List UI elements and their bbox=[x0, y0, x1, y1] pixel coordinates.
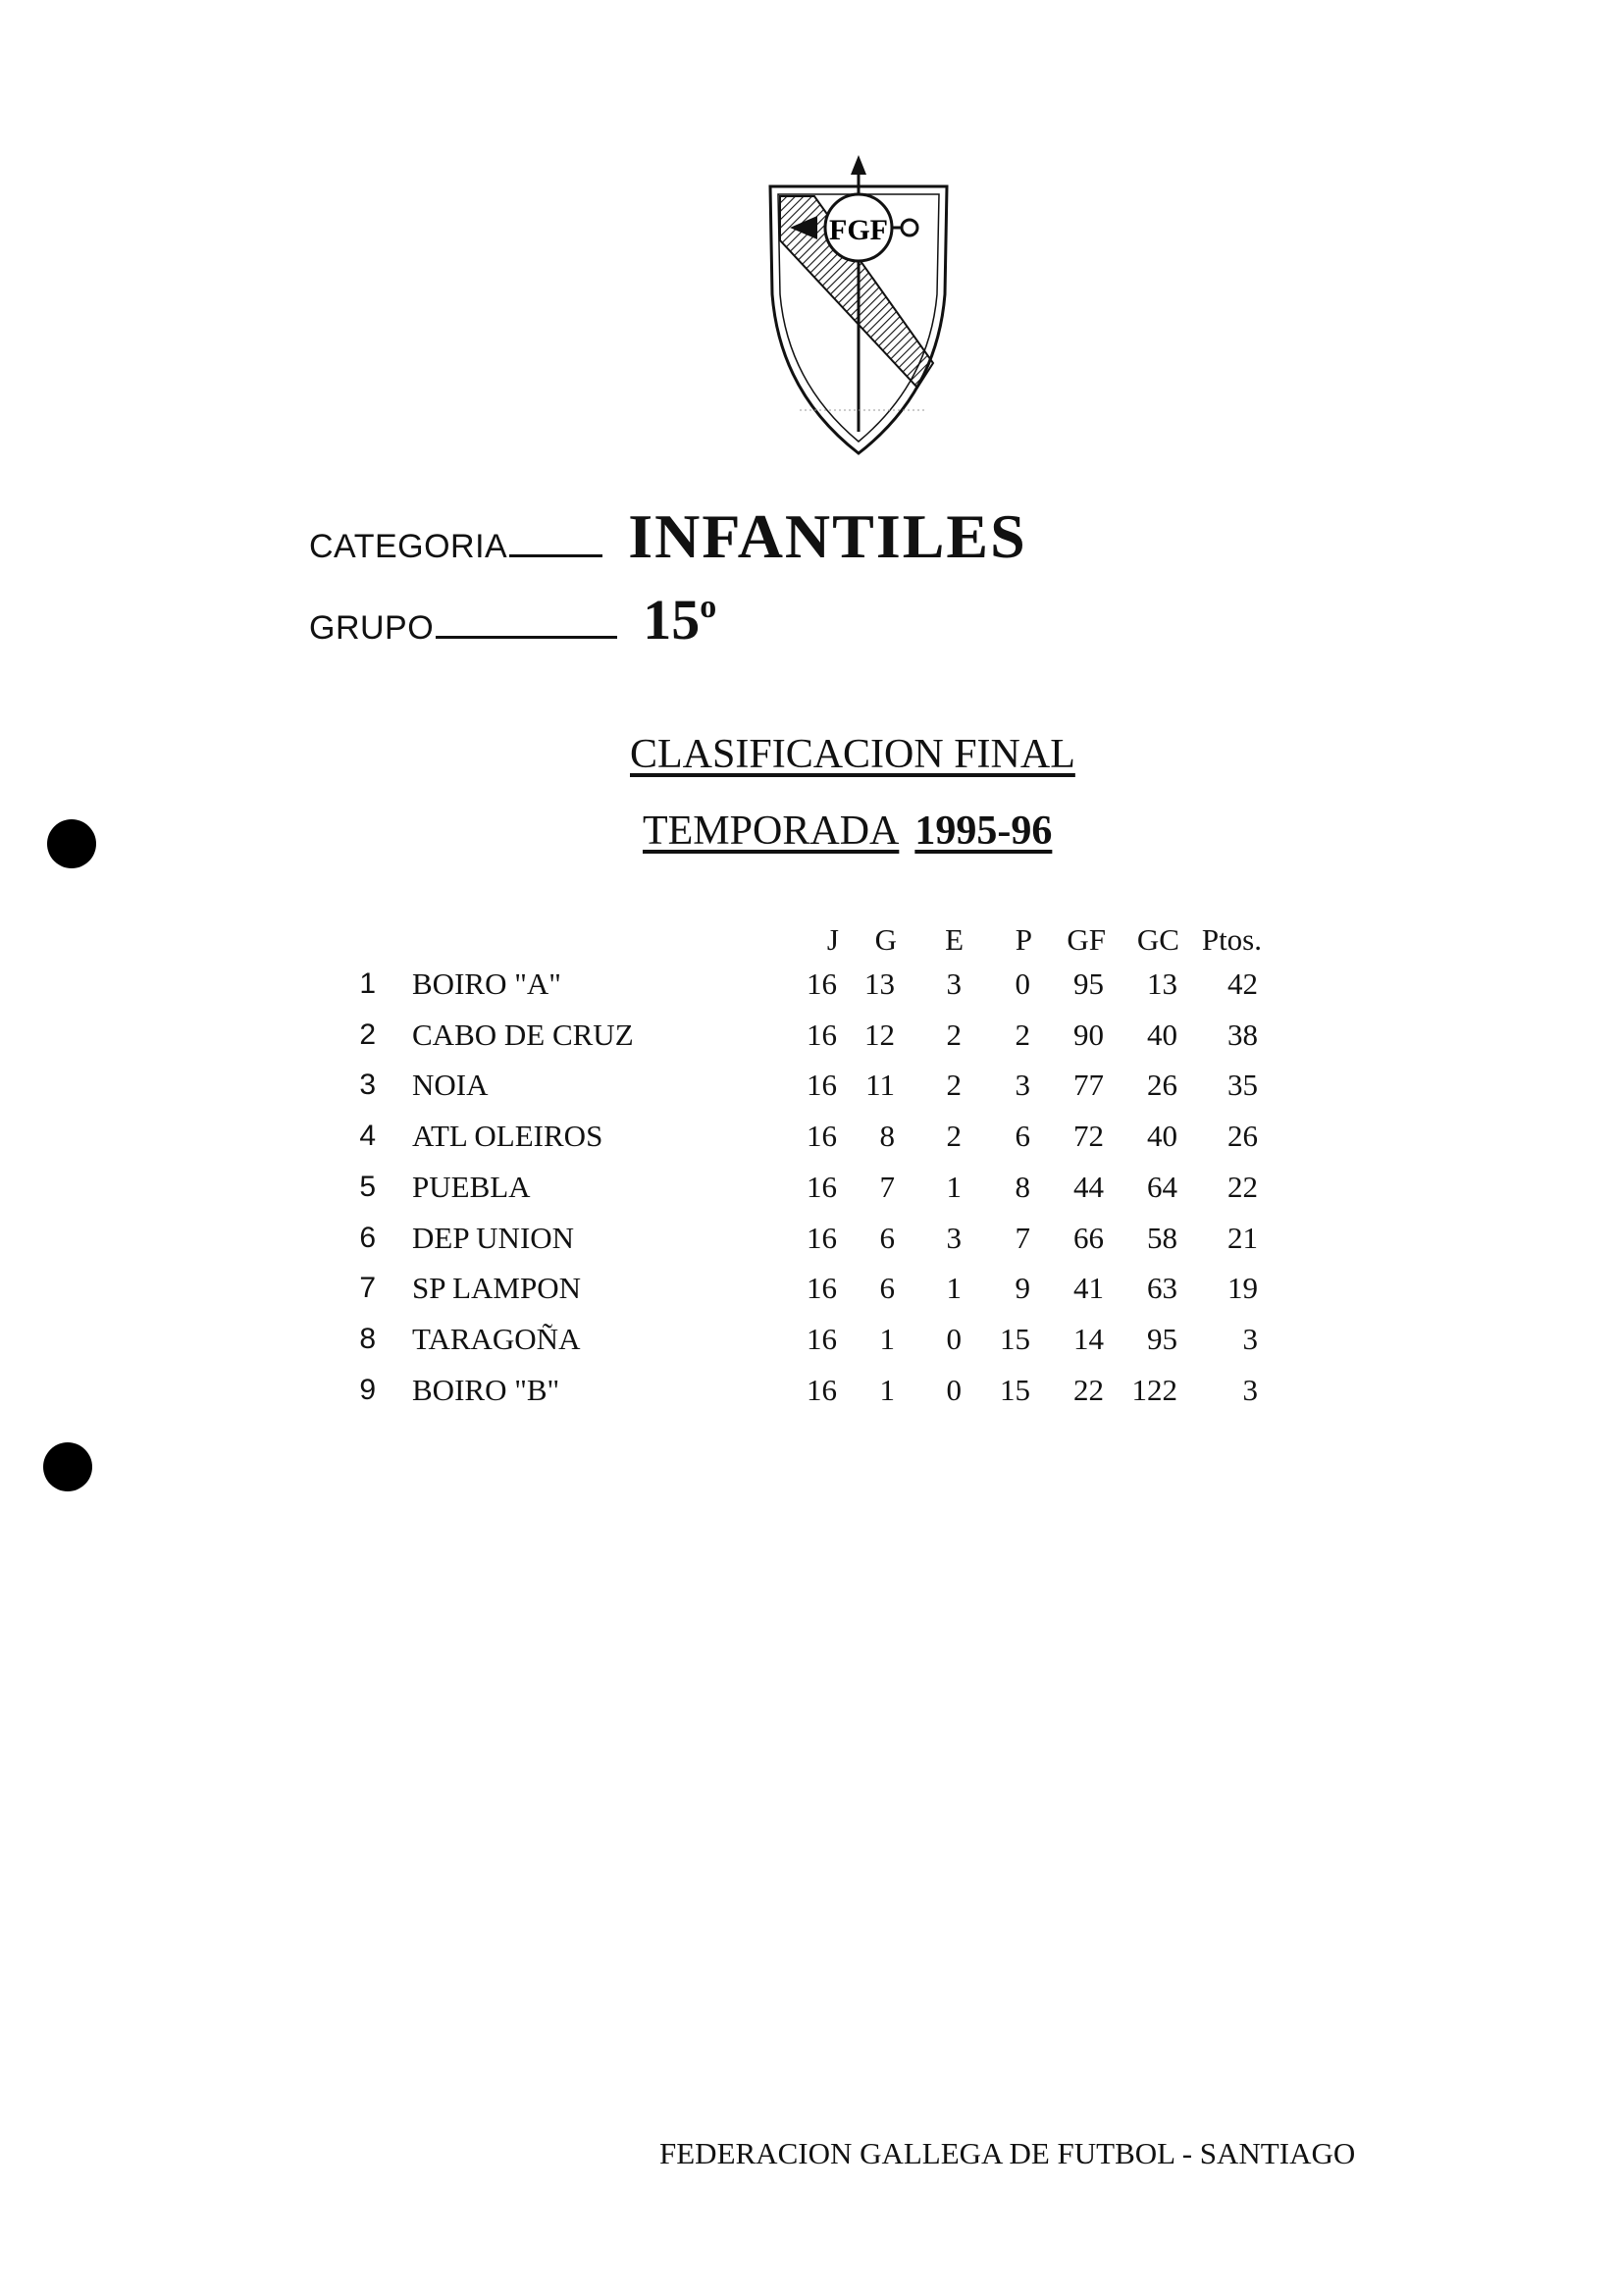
stat-cell: 8 bbox=[879, 1119, 895, 1153]
footer-text: FEDERACION GALLEGA DE FUTBOL - SANTIAGO bbox=[659, 2136, 1356, 2170]
stat-cell: 16 bbox=[807, 1221, 837, 1255]
stat-cell: 3 bbox=[1242, 1322, 1258, 1356]
federation-crest-icon bbox=[760, 147, 957, 461]
season-heading bbox=[643, 808, 1052, 855]
column-header: G bbox=[874, 922, 897, 957]
rank-cell: 9 bbox=[359, 1374, 376, 1406]
column-header: GF bbox=[1067, 922, 1106, 957]
season-value: 1995-96 bbox=[914, 809, 1053, 854]
categoria-label: CATEGORIA bbox=[309, 528, 508, 565]
stat-cell: 95 bbox=[1073, 966, 1104, 1001]
stat-cell: 16 bbox=[807, 1271, 837, 1305]
column-header: GC bbox=[1136, 922, 1179, 957]
stat-cell: 1 bbox=[879, 1373, 895, 1407]
stat-cell: 40 bbox=[1147, 1119, 1177, 1153]
stat-cell: 16 bbox=[807, 1018, 837, 1052]
column-header: E bbox=[945, 922, 964, 957]
rank-cell: 5 bbox=[359, 1171, 376, 1203]
stat-cell: 122 bbox=[1131, 1373, 1177, 1407]
stat-cell: 2 bbox=[946, 1068, 962, 1102]
page-title: CLASIFICACION FINAL bbox=[630, 732, 1075, 777]
stat-cell: 1 bbox=[879, 1322, 895, 1356]
stat-cell: 16 bbox=[807, 1170, 837, 1204]
team-name-cell: CABO DE CRUZ bbox=[412, 1018, 634, 1052]
stat-cell: 3 bbox=[1015, 1068, 1030, 1102]
rank-cell: 8 bbox=[359, 1323, 376, 1355]
rank-cell: 4 bbox=[359, 1120, 376, 1152]
column-header: Ptos. bbox=[1201, 922, 1262, 957]
stat-cell: 58 bbox=[1147, 1221, 1177, 1255]
stat-cell: 2 bbox=[1015, 1018, 1030, 1052]
grupo-label: GRUPO bbox=[309, 609, 435, 647]
stat-cell: 0 bbox=[946, 1373, 962, 1407]
stat-cell: 2 bbox=[946, 1018, 962, 1052]
stat-cell: 13 bbox=[1147, 966, 1177, 1001]
categoria-underline bbox=[509, 554, 602, 557]
team-name-cell: NOIA bbox=[412, 1068, 489, 1102]
stat-cell: 7 bbox=[1015, 1221, 1030, 1255]
crest-monogram: FGF bbox=[829, 214, 888, 246]
stat-cell: 1 bbox=[946, 1170, 962, 1204]
team-name-cell: BOIRO "A" bbox=[412, 966, 561, 1001]
stat-cell: 38 bbox=[1227, 1018, 1258, 1052]
stat-cell: 3 bbox=[1242, 1373, 1258, 1407]
stat-cell: 22 bbox=[1227, 1170, 1258, 1204]
grupo-ordinal: o bbox=[700, 589, 717, 625]
team-name-cell: ATL OLEIROS bbox=[412, 1119, 603, 1153]
stat-cell: 77 bbox=[1073, 1068, 1104, 1102]
team-name-cell: DEP UNION bbox=[412, 1221, 575, 1255]
stat-cell: 41 bbox=[1073, 1271, 1104, 1305]
rank-cell: 7 bbox=[359, 1272, 376, 1304]
rank-cell: 2 bbox=[359, 1018, 376, 1051]
rank-cell: 6 bbox=[359, 1222, 376, 1254]
stat-cell: 1 bbox=[946, 1271, 962, 1305]
stat-cell: 26 bbox=[1227, 1119, 1258, 1153]
stat-cell: 16 bbox=[807, 966, 837, 1001]
stat-cell: 21 bbox=[1227, 1221, 1258, 1255]
stat-cell: 6 bbox=[1015, 1119, 1030, 1153]
stat-cell: 2 bbox=[946, 1119, 962, 1153]
stat-cell: 0 bbox=[946, 1322, 962, 1356]
stat-cell: 0 bbox=[1015, 966, 1030, 1001]
team-name-cell: SP LAMPON bbox=[412, 1271, 581, 1305]
stat-cell: 64 bbox=[1147, 1170, 1177, 1204]
stat-cell: 12 bbox=[864, 1018, 895, 1052]
binder-hole-top bbox=[47, 819, 96, 868]
stat-cell: 13 bbox=[864, 966, 895, 1001]
stat-cell: 15 bbox=[1000, 1373, 1030, 1407]
stat-cell: 95 bbox=[1147, 1322, 1177, 1356]
binder-hole-bottom bbox=[43, 1442, 92, 1491]
stat-cell: 22 bbox=[1073, 1373, 1104, 1407]
stat-cell: 16 bbox=[807, 1373, 837, 1407]
rank-cell: 3 bbox=[359, 1069, 376, 1101]
stat-cell: 16 bbox=[807, 1322, 837, 1356]
stat-cell: 72 bbox=[1073, 1119, 1104, 1153]
stat-cell: 40 bbox=[1147, 1018, 1177, 1052]
stat-cell: 6 bbox=[879, 1271, 895, 1305]
stat-cell: 16 bbox=[807, 1119, 837, 1153]
categoria-row bbox=[309, 500, 1027, 573]
stat-cell: 11 bbox=[865, 1068, 895, 1102]
team-name-cell: PUEBLA bbox=[412, 1170, 531, 1204]
grupo-value bbox=[643, 587, 716, 652]
stat-cell: 14 bbox=[1073, 1322, 1104, 1356]
grupo-underline bbox=[436, 636, 617, 639]
stat-cell: 9 bbox=[1015, 1271, 1030, 1305]
stat-cell: 3 bbox=[946, 966, 962, 1001]
stat-cell: 3 bbox=[946, 1221, 962, 1255]
rank-cell: 1 bbox=[359, 967, 376, 1000]
stat-cell: 26 bbox=[1147, 1068, 1177, 1102]
stat-cell: 63 bbox=[1147, 1271, 1177, 1305]
grupo-row bbox=[309, 587, 716, 652]
stat-cell: 16 bbox=[807, 1068, 837, 1102]
stat-cell: 44 bbox=[1073, 1170, 1104, 1204]
categoria-value: INFANTILES bbox=[628, 501, 1027, 571]
column-header: P bbox=[1015, 922, 1032, 957]
stat-cell: 35 bbox=[1227, 1068, 1258, 1102]
stat-cell: 66 bbox=[1073, 1221, 1104, 1255]
stat-cell: 90 bbox=[1073, 1018, 1104, 1052]
stat-cell: 7 bbox=[879, 1170, 895, 1204]
team-name-cell: TARAGOÑA bbox=[412, 1322, 581, 1356]
stat-cell: 8 bbox=[1015, 1170, 1030, 1204]
team-name-cell: BOIRO "B" bbox=[412, 1373, 560, 1407]
column-header: J bbox=[826, 922, 839, 957]
stat-cell: 15 bbox=[1000, 1322, 1030, 1356]
temporada-label: TEMPORADA bbox=[643, 809, 900, 854]
stat-cell: 42 bbox=[1227, 966, 1258, 1001]
stat-cell: 6 bbox=[879, 1221, 895, 1255]
stat-cell: 19 bbox=[1227, 1271, 1258, 1305]
grupo-number: 15 bbox=[643, 588, 701, 652]
